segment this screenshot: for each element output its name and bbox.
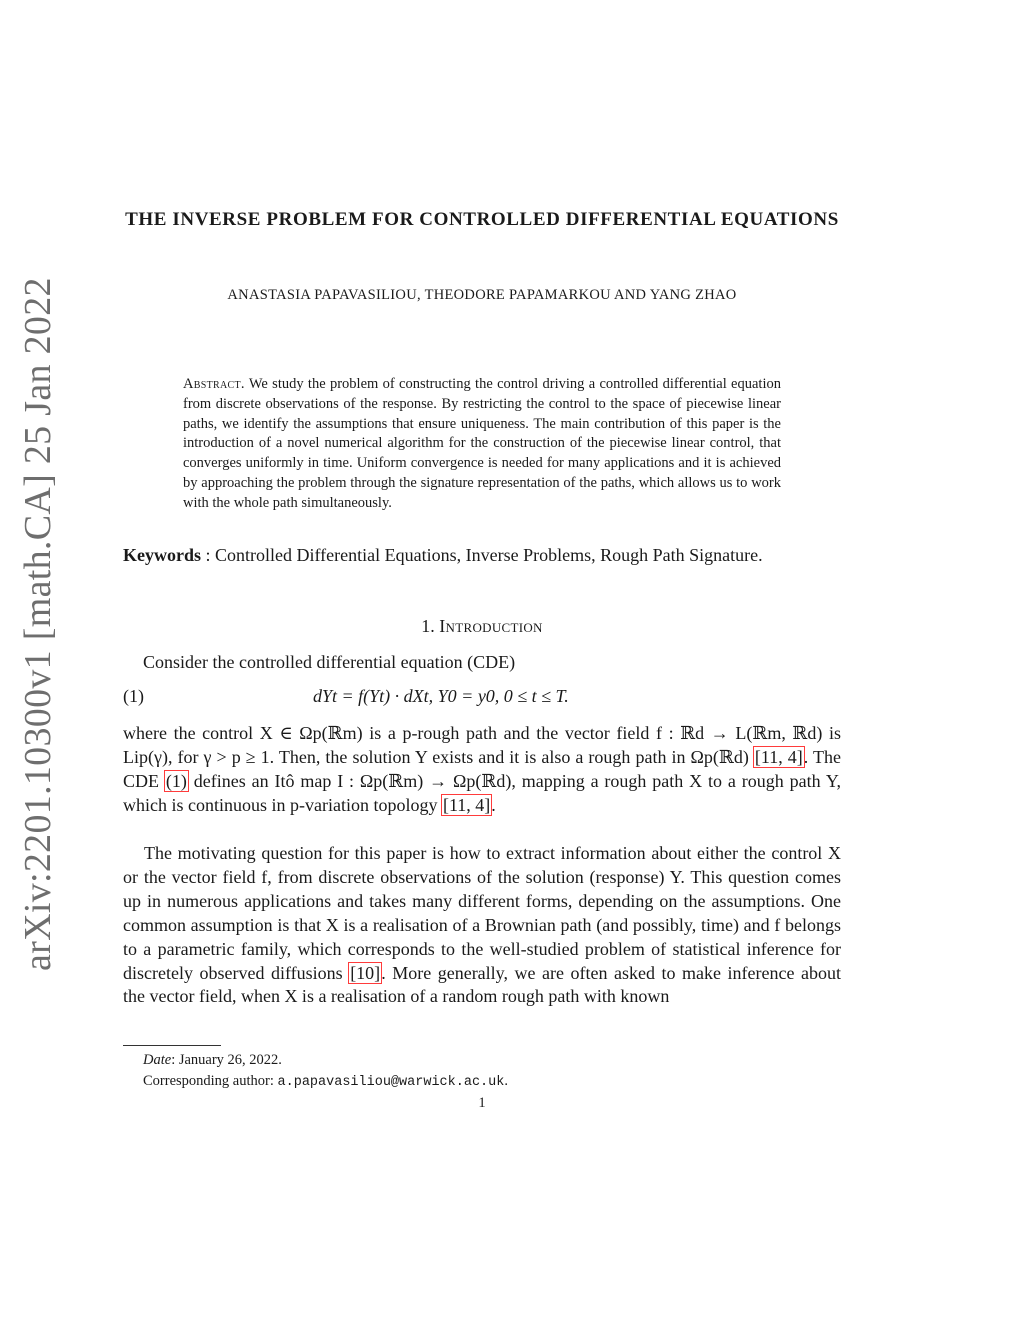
paper-authors: ANASTASIA PAPAVASILIOU, THEODORE PAPAMARKOU AND YANG ZHAO: [227, 287, 737, 303]
paragraph-1: [123, 722, 841, 818]
keywords-label: Keywords: [123, 545, 201, 565]
paragraph-1-text-a: where the control X ∈ Ωp(ℝm) is a p-rough path and the vector field f : ℝd → L(ℝm, ℝd) is Lip(γ), for γ > p ≥ 1. Then, the solution Y exists and it is also a rough path in Ωp(ℝd): [123, 723, 841, 767]
paragraph-2: [123, 842, 841, 1009]
keywords: [123, 543, 841, 567]
paragraph-2-text-b: . More generally, we are often asked to make inference about the vector field, when X is a realisation of a random rough path with known: [123, 962, 841, 1007]
footnote-date-value: : January 26, 2022.: [171, 1052, 282, 1068]
page-number: 1: [478, 1095, 486, 1111]
abstract-label: Abstract.: [183, 376, 245, 392]
abstract: [183, 375, 781, 514]
intro-sentence: Consider the controlled differential equation (CDE): [143, 652, 516, 672]
keywords-text: : Controlled Differential Equations, Inverse Problems, Rough Path Signature.: [201, 545, 763, 565]
citation-link[interactable]: [11, 4]: [754, 746, 803, 767]
equation-body: dYt = f(Yt) · dXt, Y0 = y0, 0 ≤ t ≤ T.: [313, 686, 569, 706]
paragraph-1-text-d: .: [491, 794, 496, 815]
section-heading: [120, 616, 844, 637]
footnote-author-label: Corresponding author:: [143, 1073, 278, 1089]
paragraph-1-text-c: defines an Itô map I : Ωp(ℝm) → Ωp(ℝd), mapping a rough path X to a rough path Y, which is continuous in p-variation topology: [123, 770, 842, 815]
equation-number: (1): [123, 686, 144, 706]
footnote-date: [143, 1052, 282, 1069]
equation-1: [123, 686, 843, 712]
section-title: Introduction: [439, 616, 543, 636]
section-number: 1.: [421, 616, 435, 636]
paragraph-2-text-a: The motivating question for this paper is how to extract information about either the control X or the vector field f, from discrete observations of the solution (response) Y. This question comes up in numerous applications and takes many different forms, depending on the assumptions. One common assumption is that X is a realisation of a Brownian path (and possibly, time) and f belongs to a parametric family, which corresponds to the well-studied problem of statistical inference for discretely observed diffusions: [123, 843, 841, 983]
abstract-text: We study the problem of constructing the control driving a controlled differential equation from discrete observations of the response. By restricting the control to the space of piecewise linear paths, we identify the assumptions that ensure uniqueness. The main contribution of this paper is the introduction of a novel numerical algorithm for the construction of the piecewise linear control, that converges uniformly in time. Uniform convergence is needed for many applications and it is achieved by approaching the problem through the signature representation of the paths, which allows us to work with the whole path simultaneously.: [183, 376, 781, 511]
footnote-date-label: Date: [143, 1052, 172, 1068]
author-email-link[interactable]: a.papavasiliou@warwick.ac.uk: [277, 1075, 505, 1090]
equation-link[interactable]: (1): [165, 770, 187, 791]
citation-link[interactable]: [11, 4]: [442, 794, 491, 815]
footnote-divider: [123, 1045, 221, 1046]
footnote-email-end: .: [504, 1073, 508, 1089]
arxiv-identifier-text: arXiv:2201.10300v1 [math.CA] 25 Jan 2022: [17, 277, 59, 971]
paper-title: THE INVERSE PROBLEM FOR CONTROLLED DIFFERENTIAL EQUATIONS: [125, 209, 839, 230]
footnote-corresponding-author: [143, 1073, 508, 1090]
arxiv-identifier-stamp: [8, 277, 68, 971]
citation-link[interactable]: [10]: [350, 962, 381, 983]
paragraph-1-text-b: . The CDE: [123, 746, 841, 791]
